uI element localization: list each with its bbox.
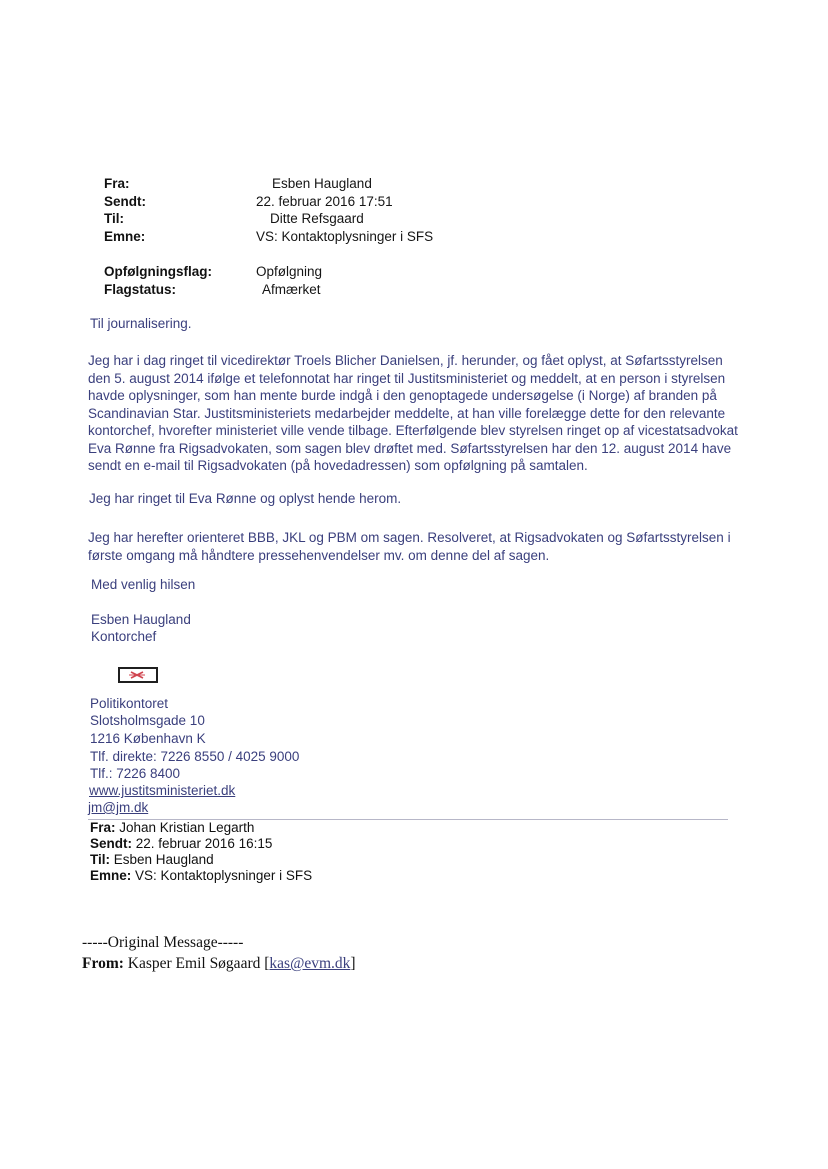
fwd-from-value: Johan Kristian Legarth: [119, 820, 255, 835]
original-bracket-close: ]: [350, 955, 356, 972]
fwd-from-row: [90, 820, 254, 835]
closing-line: Med venlig hilsen: [91, 577, 196, 592]
original-from-row: [82, 955, 356, 973]
original-from-name: Kasper Emil Søgaard: [127, 955, 265, 972]
signature-phone-direct: Tlf. direkte: 7226 8550 / 4025 9000: [90, 749, 300, 764]
body-paragraph-3: Jeg har herefter orienteret BBB, JKL og PBM om sagen. Resolveret, at Rigsadvokaten og Søfartsstyrelsen i første omgang må håndtere pressehenvendelser mv. om denne del af sagen.: [88, 530, 731, 563]
signature-street: Slotsholmsgade 10: [90, 713, 205, 728]
fwd-subject-row: [90, 868, 312, 883]
sent-label: Sendt:: [104, 194, 146, 209]
fwd-subject-value: VS: Kontaktoplysninger i SFS: [135, 868, 313, 883]
signature-city: 1216 København K: [90, 731, 206, 746]
fwd-subject-label: Emne:: [90, 868, 136, 883]
from-label: Fra:: [104, 176, 130, 191]
subject-value: VS: Kontaktoplysninger i SFS: [256, 229, 434, 244]
signature-website-row: [89, 783, 235, 798]
original-message-marker: -----Original Message-----: [82, 934, 244, 951]
to-value: Ditte Refsgaard: [270, 211, 364, 226]
body-paragraph-2: Jeg har ringet til Eva Rønne og oplyst hende herom.: [89, 491, 402, 506]
original-from-email[interactable]: kas@evm.dk: [269, 955, 351, 972]
logo-mark-icon: [123, 670, 153, 680]
fwd-sent-row: [90, 836, 272, 851]
flagstatus-label: Flagstatus:: [104, 282, 177, 297]
original-bracket-open: [: [264, 955, 270, 972]
signature-phone: Tlf.: 7226 8400: [90, 766, 181, 781]
website-link[interactable]: www.justitsministeriet.dk: [89, 783, 236, 798]
ministry-logo-icon: [118, 667, 158, 683]
to-label: Til:: [104, 211, 124, 226]
fwd-sent-label: Sendt:: [90, 836, 136, 851]
signature-email-row: [88, 800, 148, 815]
original-from-label: From:: [82, 955, 128, 972]
fwd-to-value: Esben Haugland: [113, 852, 214, 867]
fwd-to-label: Til:: [90, 852, 114, 867]
flagstatus-value: Afmærket: [262, 282, 321, 297]
from-value: Esben Haugland: [272, 176, 372, 191]
flag-label: Opfølgningsflag:: [104, 264, 212, 279]
subject-label: Emne:: [104, 229, 146, 244]
signer-name: Esben Haugland: [91, 612, 191, 627]
email-link[interactable]: jm@jm.dk: [88, 800, 149, 815]
fwd-sent-value: 22. februar 2016 16:15: [135, 836, 273, 851]
fwd-from-label: Fra:: [90, 820, 120, 835]
sent-value: 22. februar 2016 17:51: [256, 194, 393, 209]
fwd-to-row: [90, 852, 214, 867]
flag-value: Opfølgning: [256, 264, 323, 279]
signature-office: Politikontoret: [90, 696, 169, 711]
signer-title: Kontorchef: [91, 629, 157, 644]
body-paragraph-1: Jeg har i dag ringet til vicedirektør Troels Blicher Danielsen, jf. herunder, og fået oplyst, at Søfartsstyrelsen den 5. august 2014 ifølge et telefonnotat har ringet til Justitsministeriet og meddelt, at en person i styrelsen havde oplysninger, som han mente burde indgå i den genoptagede undersøgelse (i Norge) af branden på Scandinavian Star. Justitsministeriets medarbejder meddelte, at han ville forelægge dette for den relevante kontorchef, hvorefter ministeriet ville vende tilbage. Efterfølgende blev styrelsen ringet op af vicestatsadvokat Eva Rønne fra Rigsadvokaten, som sagen blev drøftet med. Søfartsstyrelsen har den 12. august 2014 have sendt en e-mail til Rigsadvokaten (på hovedadressen) som opfølgning på samtalen.: [88, 353, 738, 473]
intro-line: Til journalisering.: [90, 316, 192, 331]
